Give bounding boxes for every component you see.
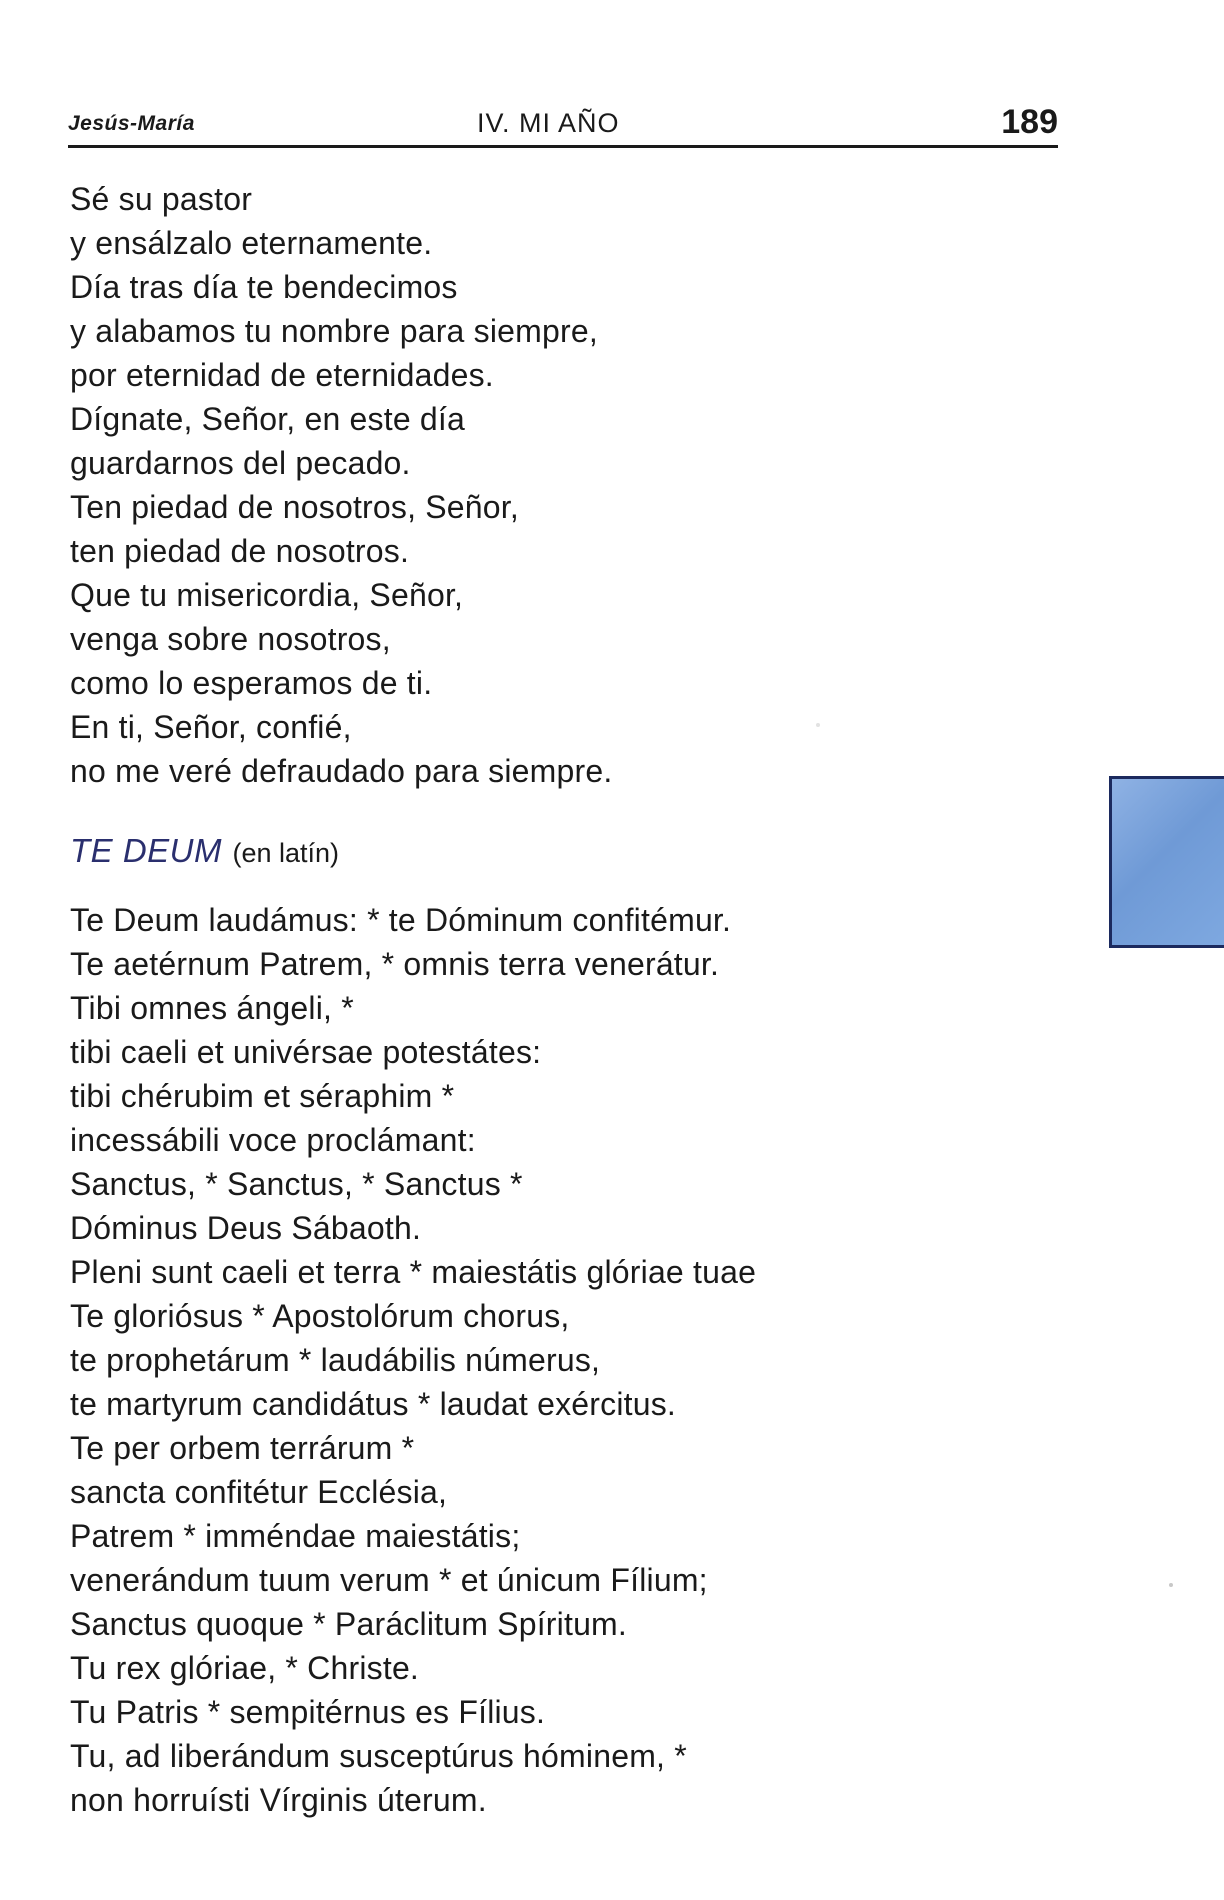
header-author: Jesús-María [68, 112, 195, 135]
header-rule [68, 145, 1058, 148]
verse-line: Sanctus, * Sanctus, * Sanctus * [70, 1166, 523, 1202]
verse-line: Tu Patris * sempitérnus es Fílius. [70, 1694, 546, 1730]
verse-line: Día tras día te bendecimos [70, 269, 458, 305]
verse-line: venerándum tuum verum * et únicum Fílium; [70, 1562, 708, 1598]
verse-line: Dígnate, Señor, en este día [70, 401, 466, 437]
prayer-block-latin [70, 898, 756, 1822]
section-subtitle: (en latín) [232, 838, 340, 868]
verse-line: Te aetérnum Patrem, * omnis terra venerátur. [70, 946, 720, 982]
header-chapter: IV. MI AÑO [477, 108, 620, 138]
verse-line: En ti, Señor, confié, [70, 709, 352, 745]
verse-line: venga sobre nosotros, [70, 621, 391, 657]
verse-line: te martyrum candidátus * laudat exércitus. [70, 1386, 677, 1422]
verse-line: Tibi omnes ángeli, * [70, 990, 354, 1026]
section-title: TE DEUM [70, 832, 222, 869]
verse-line: Ten piedad de nosotros, Señor, [70, 489, 519, 525]
verse-line: no me veré defraudado para siempre. [70, 753, 613, 789]
verse-line: guardarnos del pecado. [70, 445, 411, 481]
scan-speck [1169, 1583, 1173, 1587]
verse-line: Dóminus Deus Sábaoth. [70, 1210, 422, 1246]
verse-line: Te Deum laudámus: * te Dóminum confitémur. [70, 902, 732, 938]
verse-line: non horruísti Vírginis úterum. [70, 1782, 487, 1818]
verse-line: tibi chérubim et séraphim * [70, 1078, 455, 1114]
verse-line: por eternidad de eternidades. [70, 357, 494, 393]
verse-line: tibi caeli et univérsae potestátes: [70, 1034, 542, 1070]
verse-line: Sé su pastor [70, 181, 253, 217]
verse-line: como lo esperamos de ti. [70, 665, 433, 701]
running-header [68, 103, 1058, 143]
verse-line: te prophetárum * laudábilis númerus, [70, 1342, 601, 1378]
verse-line: Que tu misericordia, Señor, [70, 577, 464, 613]
verse-line: ten piedad de nosotros. [70, 533, 410, 569]
verse-line: Sanctus quoque * Paráclitum Spíritum. [70, 1606, 628, 1642]
page-number: 189 [1001, 103, 1058, 141]
verse-line: incessábili voce proclámant: [70, 1122, 476, 1158]
verse-line: y ensálzalo eternamente. [70, 225, 433, 261]
verse-line: Tu rex glóriae, * Christe. [70, 1650, 420, 1686]
prayer-block-spanish [70, 177, 612, 793]
verse-line: Patrem * imméndae maiestátis; [70, 1518, 521, 1554]
chapter-thumb-tab [1109, 776, 1224, 948]
verse-line: Te gloriósus * Apostolórum chorus, [70, 1298, 570, 1334]
verse-line: sancta confitétur Ecclésia, [70, 1474, 448, 1510]
verse-line: Tu, ad liberándum susceptúrus hóminem, * [70, 1738, 687, 1774]
section-heading [70, 832, 339, 870]
verse-line: y alabamos tu nombre para siempre, [70, 313, 598, 349]
verse-line: Te per orbem terrárum * [70, 1430, 415, 1466]
scan-speck [816, 723, 820, 727]
verse-line: Pleni sunt caeli et terra * maiestátis glóriae tuae [70, 1254, 757, 1290]
